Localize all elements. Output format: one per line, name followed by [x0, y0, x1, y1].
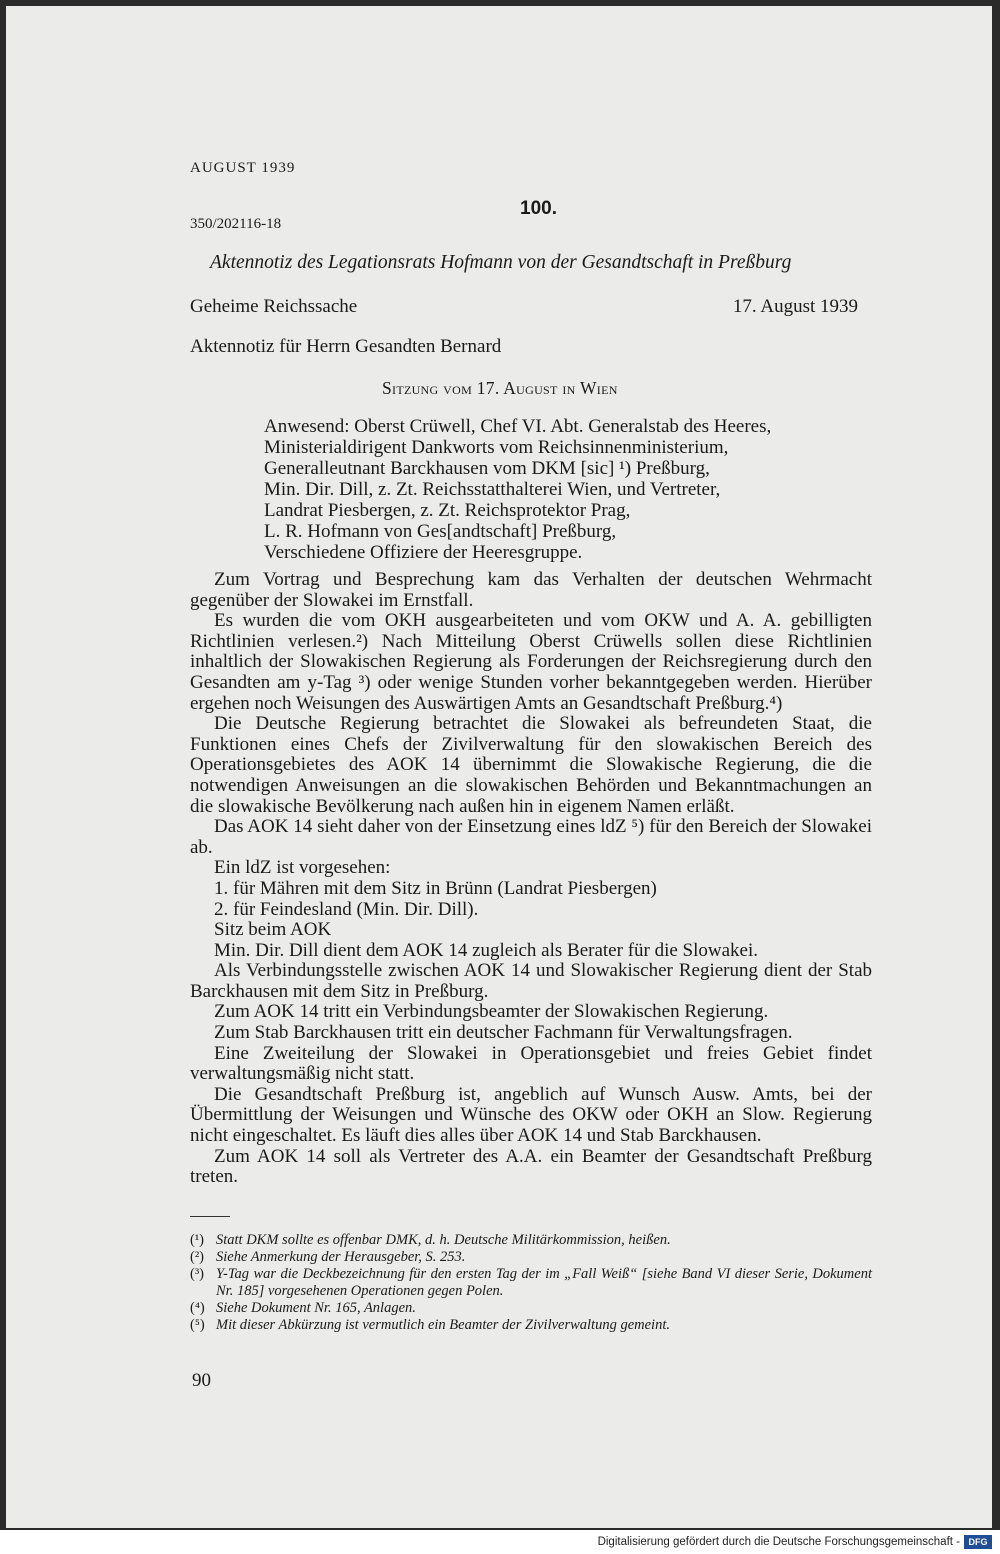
paragraph: Ein ldZ ist vorgesehen:: [214, 857, 391, 879]
document-title: Aktennotiz des Legationsrats Hofmann von der Gesandtschaft in Preßburg: [210, 252, 792, 273]
footnote-number: (⁵): [190, 1317, 205, 1333]
attendee-line: Generalleutnant Barckhausen vom DKM [sic] ¹) Preßburg,: [264, 458, 710, 479]
list-item: 1. für Mähren mit dem Sitz in Brünn (Landrat Piesbergen): [214, 877, 657, 899]
footnote: [190, 1266, 872, 1300]
footnote-divider: [190, 1216, 230, 1217]
footnote-number: (³): [190, 1266, 205, 1282]
addressee-line: Aktennotiz für Herrn Gesandten Bernard: [190, 336, 502, 357]
attendee-line: L. R. Hofmann von Ges[andtschaft] Preßburg,: [264, 521, 617, 542]
session-heading: Sitzung vom 17. August in Wien: [382, 378, 618, 398]
dfg-logo: DFG: [964, 1535, 992, 1549]
attendees-list: [264, 416, 884, 563]
attendee-line: Min. Dir. Dill, z. Zt. Reichsstatthalterei Wien, und Vertreter,: [264, 479, 721, 500]
file-reference: 350/202116-18: [190, 216, 282, 232]
footnote-number: (⁴): [190, 1300, 205, 1316]
classification: Geheime Reichssache: [190, 296, 358, 317]
footnote-text: Statt DKM sollte es offenbar DMK, d. h. Deutsche Militärkommission, heißen.: [216, 1232, 671, 1248]
footnotes: [190, 1232, 872, 1334]
paragraph: Sitz beim AOK: [214, 919, 332, 941]
paragraph: Min. Dir. Dill dient dem AOK 14 zugleich als Berater für die Slowakei.: [214, 939, 759, 961]
body-text: [190, 570, 872, 1188]
list-item: 2. für Feindesland (Min. Dir. Dill).: [214, 898, 479, 920]
paragraph: Eine Zweiteilung der Slowakei in Operationsgebiet und freies Gebiet findet verwaltungsmäßig nicht statt.: [190, 1042, 872, 1085]
paragraph: Zum AOK 14 tritt ein Verbindungsbeamter der Slowakischen Regierung.: [214, 1001, 769, 1023]
footnote-number: (¹): [190, 1232, 205, 1248]
paragraph: Das AOK 14 sieht daher von der Einsetzung eines ldZ ⁵) für den Bereich der Slowakei ab.: [190, 816, 872, 858]
paragraph: Zum Stab Barckhausen tritt ein deutscher Fachmann für Verwaltungsfragen.: [214, 1022, 793, 1044]
footnote: [190, 1317, 872, 1334]
document-date: 17. August 1939: [732, 296, 858, 317]
footnote: [190, 1300, 872, 1317]
attendee-line: Ministerialdirigent Dankworts vom Reichsinnenministerium,: [264, 437, 729, 458]
footnote-text: Siehe Dokument Nr. 165, Anlagen.: [216, 1300, 416, 1316]
paragraph: Als Verbindungsstelle zwischen AOK 14 und Slowakischer Regierung dient der Stab Barckhausen mit dem Sitz in Preßburg.: [190, 960, 872, 1002]
document-number: 100.: [520, 198, 557, 219]
footnote-number: (²): [190, 1249, 205, 1265]
paragraph: Zum Vortrag und Besprechung kam das Verhalten der deutschen Wehrmacht gegenüber der Slowakei im Ernstfall.: [190, 569, 872, 611]
footnote: [190, 1232, 872, 1249]
funding-credit: Digitalisierung gefördert durch die Deutsche Forschungsgemeinschaft -: [597, 1536, 960, 1548]
footnote-text: Mit dieser Abkürzung ist vermutlich ein Beamter der Zivilverwaltung gemeint.: [216, 1317, 670, 1333]
footnote: [190, 1249, 872, 1266]
paragraph: Es wurden die vom OKH ausgearbeiteten und vom OKW und A. A. gebilligten Richtlinien verlesen.²) Nach Mitteilung Oberst Crüwells sollen diese Richtlinien inhaltlich der Slowakischen Regierung als Forderungen der Reichsregierung durch den Gesandten am y-Tag ³) oder wenige Stunden vorher bekanntgegeben werden. Hierüber ergehen noch Weisungen des Auswärtigen Amts an Gesandtschaft Preßburg.⁴): [190, 610, 872, 714]
paragraph: Zum AOK 14 soll als Vertreter des A.A. ein Beamter der Gesandtschaft Preßburg treten.: [190, 1145, 872, 1188]
attendee-line: Anwesend: Oberst Crüwell, Chef VI. Abt. Generalstab des Heeres,: [264, 416, 772, 437]
running-header-month: AUGUST 1939: [190, 160, 296, 176]
page-number: 90: [192, 1370, 211, 1391]
paragraph: Die Gesandtschaft Preßburg ist, angeblich auf Wunsch Ausw. Amts, bei der Übermittlung der Weisungen und Wünsche des OKW oder OKH an Slow. Regierung nicht eingeschaltet. Es läuft dies alles über AOK 14 und Stab Barckhausen.: [190, 1083, 872, 1147]
footnote-text: Y-Tag war die Deckbezeichnung für den ersten Tag der im „Fall Weiß“ [siehe Band VI dieser Serie, Dokument Nr. 185] vorgesehenen Operationen gegen Polen.: [216, 1266, 872, 1299]
paragraph: Die Deutsche Regierung betrachtet die Slowakei als befreundeten Staat, die Funktionen eines Chefs der Zivilverwaltung für den slowakischen Bereich des Operationsgebietes des AOK 14 übernimmt die Slowakische Regierung, die die notwendigen Anweisungen an die slowakischen Behörden und Bekanntmachungen an die slowakische Bevölkerung nach außen hin in eigenem Namen erläßt.: [190, 713, 872, 817]
attendee-line: Verschiedene Offiziere der Heeresgruppe.: [264, 542, 583, 563]
attendee-line: Landrat Piesbergen, z. Zt. Reichsprotektor Prag,: [264, 500, 631, 521]
footnote-text: Siehe Anmerkung der Herausgeber, S. 253.: [216, 1249, 466, 1265]
document-page: [6, 6, 992, 1528]
